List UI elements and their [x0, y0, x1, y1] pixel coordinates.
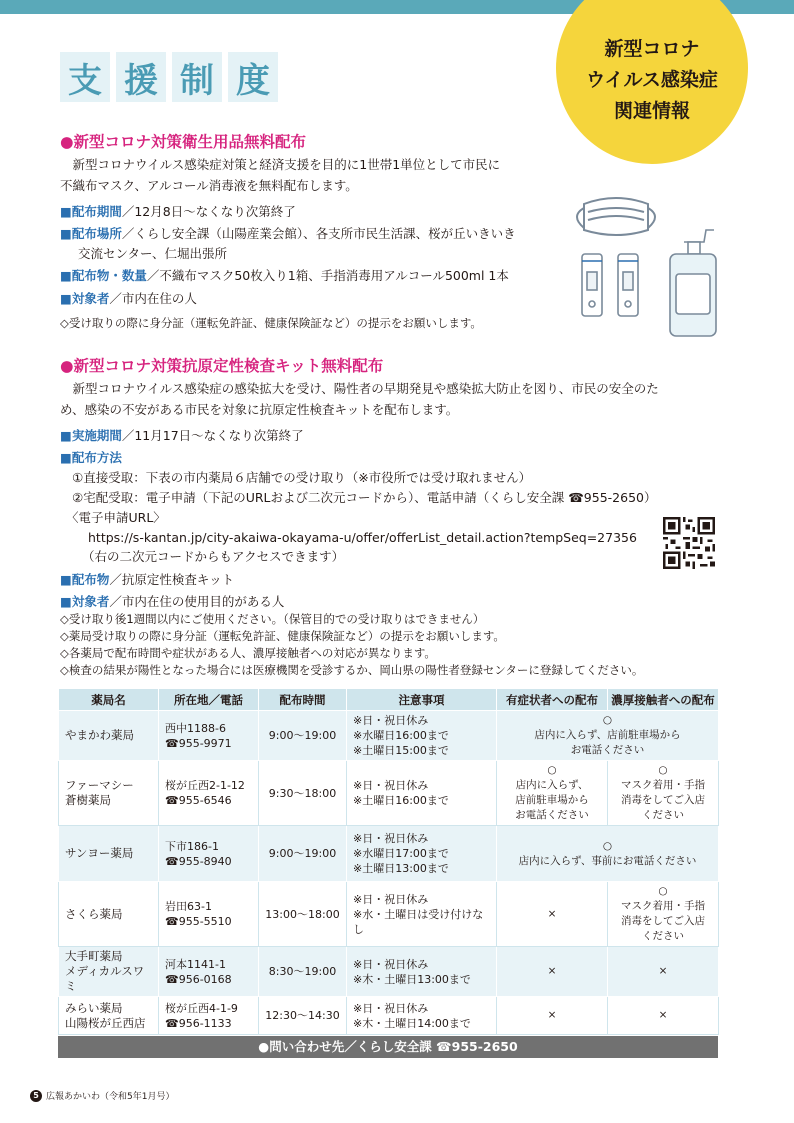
- pharmacy-hours: 9:30～18:00: [259, 761, 347, 826]
- distribution-close-contact: ×: [608, 947, 719, 997]
- pharmacy-hours: 9:00～19:00: [259, 826, 347, 882]
- pharmacy-notes: ※日・祝日休み ※木・土曜日13:00まで: [347, 947, 497, 997]
- section2-note: ◇薬局受け取りの際に身分証（運転免許証、健康保険証など）の提示をお願いします。: [60, 629, 505, 643]
- page-number: 5: [30, 1090, 42, 1102]
- column-header: 濃厚接触者への配布: [608, 689, 719, 711]
- distribution-both: ○ 店内に入らず、事前にお電話ください: [497, 826, 719, 882]
- page-title: [60, 52, 278, 102]
- distribution-close-contact: ○ マスク着用・手指 消毒をしてご入店 ください: [608, 882, 719, 947]
- url-label: 〈電子申請URL〉: [66, 510, 166, 525]
- section2-note: ◇各薬局で配布時間や症状がある人、濃厚接触者への対応が異なります。: [60, 646, 436, 660]
- test-kit-icon: [582, 254, 638, 316]
- section1-period: ■配布期間／12月8日～なくなり次第終了: [60, 204, 296, 219]
- table-row: [59, 826, 719, 882]
- pharmacy-name: さくら薬局: [59, 882, 159, 947]
- pharmacy-name: やまかわ薬局: [59, 711, 159, 761]
- pharmacy-address: 河本1141-1 ☎956-0168: [159, 947, 259, 997]
- table-row: [59, 761, 719, 826]
- pharmacy-address: 桜が丘西2-1-12 ☎955-6546: [159, 761, 259, 826]
- page-footer: [30, 1089, 174, 1102]
- table-row: [59, 947, 719, 997]
- pharmacy-address: 岩田63-1 ☎955-5510: [159, 882, 259, 947]
- badge-line: 新型コロナ: [604, 37, 700, 60]
- method-delivery: ②宅配受取：電子申請（下記のURLおよび二次元コードから）、電話申請（くらし安全課 ☎955-2650）: [72, 490, 657, 505]
- title-char: 援: [116, 52, 166, 102]
- section1-intro: 新型コロナウイルス感染症対策と経済支援を目的に1世帯1単位として市民に 不織布マスク、アルコール消毒液を無料配布します。: [60, 157, 501, 193]
- title-char: 支: [60, 52, 110, 102]
- pharmacy-hours: 9:00～19:00: [259, 711, 347, 761]
- column-header: 有症状者への配布: [497, 689, 608, 711]
- section2-intro: 新型コロナウイルス感染症の感染拡大を受け、陽性者の早期発見や感染拡大防止を図り、市民の安全のた め、感染の不安がある市民を対象に抗原定性検査キットを配布します。: [60, 381, 659, 417]
- pharmacy-name: サンヨー薬局: [59, 826, 159, 882]
- qr-code-icon[interactable]: [663, 517, 715, 569]
- column-header: 所在地／電話: [159, 689, 259, 711]
- section2-note: ◇受け取り後1週間以内にご使用ください。（保管目的での受け取りはできません）: [60, 612, 485, 626]
- pharmacy-notes: ※日・祝日休み ※土曜日16:00まで: [347, 761, 497, 826]
- section1-place-cont: 交流センター、仁堀出張所: [78, 246, 228, 261]
- pharmacy-name: ファーマシー 蒼樹薬局: [59, 761, 159, 826]
- pharmacy-notes: ※日・祝日休み ※水曜日17:00まで ※土曜日13:00まで: [347, 826, 497, 882]
- pharmacy-address: 下市186-1 ☎955-8940: [159, 826, 259, 882]
- distribution-symptomatic: ×: [497, 882, 608, 947]
- table-header-row: [59, 689, 719, 711]
- column-header: 薬局名: [59, 689, 159, 711]
- column-header: 配布時間: [259, 689, 347, 711]
- title-char: 度: [228, 52, 278, 102]
- section2-method: ■配布方法: [60, 450, 122, 465]
- badge-line: ウイルス感染症: [586, 68, 718, 91]
- section1-items: ■配布物・数量／不織布マスク50枚入り1箱、手指消毒用アルコール500ml 1本: [60, 268, 509, 283]
- corona-info-badge: [556, 0, 748, 164]
- table-row: [59, 997, 719, 1035]
- section1-note: ◇受け取りの際に身分証（運転免許証、健康保険証など）の提示をお願いします。: [60, 316, 482, 330]
- pharmacy-notes: ※日・祝日休み ※木・土曜日14:00まで: [347, 997, 497, 1035]
- title-char: 制: [172, 52, 222, 102]
- badge-line: 関連情報: [613, 99, 690, 122]
- section2-note: ◇検査の結果が陽性となった場合には医療機関を受診するか、岡山県の陽性者登録センターに登録してください。: [60, 663, 644, 677]
- section1-heading: ●新型コロナ対策衛生用品無料配布: [60, 133, 307, 151]
- table-row: [59, 882, 719, 947]
- application-url[interactable]: https://s-kantan.jp/city-akaiwa-okayama-u/offer/offerList_detail.action?tempSeq=27356: [88, 530, 637, 545]
- distribution-both: ○ 店内に入らず、店前駐車場から お電話ください: [497, 711, 719, 761]
- publication-name: 広報あかいわ（令和5年1月号）: [46, 1092, 175, 1102]
- distribution-symptomatic: ×: [497, 997, 608, 1035]
- pharmacy-table: [58, 688, 719, 1035]
- table-row: [59, 711, 719, 761]
- section2-target: ■対象者／市内在住の使用目的がある人: [60, 594, 285, 609]
- section2-heading: ●新型コロナ対策抗原定性検査キット無料配布: [60, 357, 384, 375]
- distribution-close-contact: ○ マスク着用・手指 消毒をしてご入店 ください: [608, 761, 719, 826]
- pharmacy-address: 西中1188-6 ☎955-9971: [159, 711, 259, 761]
- section1-target: ■対象者／市内在住の人: [60, 291, 197, 306]
- pharmacy-name: 大手町薬局 メディカルスワミ: [59, 947, 159, 997]
- hygiene-goods-illustration: [566, 190, 724, 340]
- mask-icon: [577, 198, 655, 235]
- contact-bar: ●問い合わせ先／くらし安全課 ☎955-2650: [58, 1036, 718, 1058]
- section2-items: ■配布物／抗原定性検査キット: [60, 572, 235, 587]
- distribution-symptomatic: ×: [497, 947, 608, 997]
- distribution-close-contact: ×: [608, 997, 719, 1035]
- pharmacy-notes: ※日・祝日休み ※水・土曜日は受け付けなし: [347, 882, 497, 947]
- pharmacy-hours: 8:30～19:00: [259, 947, 347, 997]
- pharmacy-name: みらい薬局 山陽桜が丘西店: [59, 997, 159, 1035]
- section1-place: ■配布場所／くらし安全課（山陽産業会館）、各支所市民生活課、桜が丘いきいき: [60, 226, 516, 241]
- pharmacy-notes: ※日・祝日休み ※水曜日16:00まで ※土曜日15:00まで: [347, 711, 497, 761]
- method-direct: ①直接受取：下表の市内薬局６店舗での受け取り（※市役所では受け取れません）: [72, 470, 532, 485]
- section2-period: ■実施期間／11月17日～なくなり次第終了: [60, 428, 304, 443]
- pharmacy-hours: 12:30～14:30: [259, 997, 347, 1035]
- pharmacy-address: 桜が丘西4-1-9 ☎956-1133: [159, 997, 259, 1035]
- column-header: 注意事項: [347, 689, 497, 711]
- url-note: （右の二次元コードからもアクセスできます）: [82, 549, 345, 564]
- distribution-symptomatic: ○ 店内に入らず、 店前駐車場から お電話ください: [497, 761, 608, 826]
- sanitizer-bottle-icon: [670, 230, 716, 336]
- pharmacy-hours: 13:00～18:00: [259, 882, 347, 947]
